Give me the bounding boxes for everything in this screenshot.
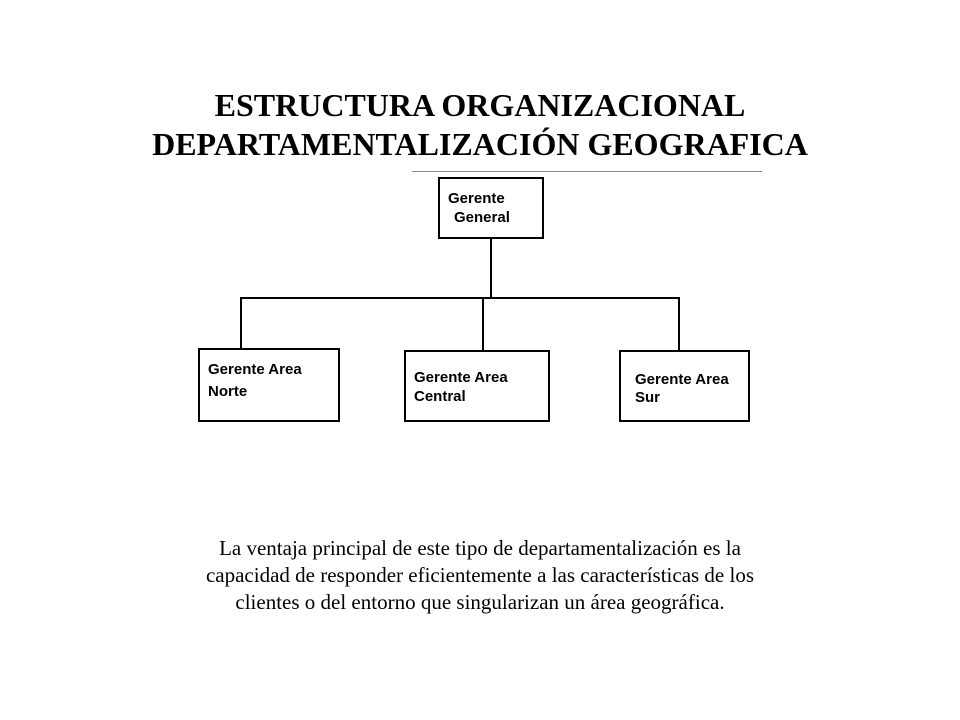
description-line-2: capacidad de responder eficientemente a las características de los (205, 563, 755, 587)
connector-central (482, 297, 484, 351)
description-line-1: La ventaja principal de este tipo de departamentalización es la (219, 536, 741, 560)
connector-norte (240, 297, 242, 349)
box-gerente-area-central (404, 350, 550, 422)
title-line-1: ESTRUCTURA ORGANIZACIONAL (214, 87, 746, 123)
connector-horizontal (240, 297, 680, 299)
box-gerente-general-line1: Gerente (448, 190, 505, 207)
title-underline (412, 171, 762, 172)
box-central-line2: Central (414, 388, 466, 405)
box-sur-line2: Sur (635, 389, 661, 406)
connector-sur (678, 297, 680, 351)
box-norte-line2: Norte (208, 383, 248, 400)
box-norte-line1: Gerente Area (208, 361, 302, 378)
box-central-line1: Gerente Area (414, 369, 508, 386)
description-line-3: clientes o del entorno que singularizan un área geográfica. (235, 590, 725, 614)
box-gerente-general-line2: General (454, 209, 510, 226)
box-gerente-general (438, 177, 544, 239)
box-sur-line1: Gerente Area (635, 371, 729, 388)
description (0, 535, 960, 616)
connector-root-down (490, 239, 492, 298)
title-line-2: DEPARTAMENTALIZACIÓN GEOGRAFICA (152, 126, 808, 162)
box-gerente-area-norte (198, 348, 340, 422)
box-gerente-area-sur (619, 350, 750, 422)
